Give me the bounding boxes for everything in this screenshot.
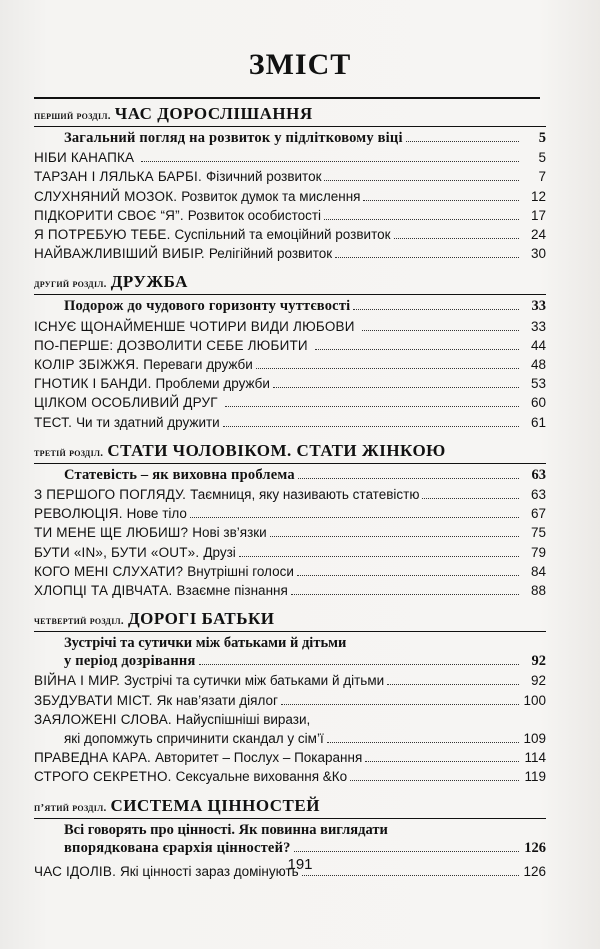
entry-subtitle: Взаємне пізнання <box>176 583 288 599</box>
dot-leader <box>365 761 519 762</box>
entry-page: 67 <box>530 506 546 522</box>
entry-page: 48 <box>530 357 546 373</box>
entry-page: 60 <box>530 395 546 411</box>
dot-leader <box>273 387 519 388</box>
entry-page: 24 <box>530 227 546 243</box>
toc-entry[interactable] <box>34 562 546 581</box>
section-label: перший розділ. <box>34 110 111 122</box>
entry-page: 33 <box>530 318 546 334</box>
entry-title: ХЛОПЦІ ТА ДІВЧАТА. <box>34 583 173 599</box>
entry-page: 84 <box>530 563 546 579</box>
section-title: СИСТЕМА ЦІННОСТЕЙ <box>110 795 320 815</box>
section-label: четвертий розділ. <box>34 615 124 628</box>
entry-page: 126 <box>524 839 546 856</box>
toc-entry[interactable] <box>34 543 546 562</box>
section-label: третій розділ. <box>34 446 104 459</box>
toc-entry[interactable] <box>34 393 546 412</box>
dot-leader <box>324 180 519 181</box>
entry-subtitle: Найуспішніші вирази, <box>175 711 311 727</box>
dot-leader <box>141 161 519 162</box>
dot-leader <box>406 141 519 142</box>
toc-entry[interactable] <box>34 748 546 767</box>
entry-title: КОЛІР ЗБІЖЖЯ. <box>34 357 140 373</box>
entry-subtitle: Релігійний розвиток <box>208 246 333 262</box>
entry-title: ЗАЯЛОЖЕНІ СЛОВА. <box>34 711 172 727</box>
entry-title: ТИ МЕНЕ ЩЕ ЛЮБИШ? <box>34 525 189 541</box>
toc-entry[interactable] <box>34 767 546 786</box>
dot-leader <box>324 219 519 220</box>
toc-intro[interactable] <box>34 652 546 671</box>
dot-leader <box>297 575 519 576</box>
entry-page: 7 <box>538 169 546 185</box>
entry-title: СТРОГО СЕКРЕТНО. <box>34 769 172 785</box>
toc-entry[interactable] <box>34 336 546 355</box>
entry-page: 114 <box>524 750 546 766</box>
section-title: СТАТИ ЧОЛОВІКОМ. СТАТИ ЖІНКОЮ <box>107 440 446 460</box>
entry-subtitle: Внутрішні голоси <box>187 563 294 579</box>
entry-title: ПРАВЕДНА КАРА. <box>34 750 151 766</box>
entry-title: ЗБУДУВАТИ МІСТ. <box>34 692 153 708</box>
dot-leader <box>223 426 519 427</box>
section-label: п’ятий розділ. <box>34 801 107 814</box>
dot-leader <box>302 875 519 876</box>
entry-page: 33 <box>531 298 546 315</box>
entry-page: 61 <box>530 414 546 430</box>
dot-leader <box>353 309 519 310</box>
toc-entry[interactable] <box>34 581 546 600</box>
toc-entry[interactable] <box>34 523 546 542</box>
section-heading <box>34 441 546 464</box>
entry-page: 30 <box>530 246 546 262</box>
entry-title: Я ПОТРЕБУЮ ТЕБЕ. <box>34 227 171 243</box>
entry-page: 63 <box>531 466 546 483</box>
entry-title: З ПЕРШОГО ПОГЛЯДУ. <box>34 487 187 503</box>
toc-entry[interactable] <box>34 225 546 244</box>
entry-page: 63 <box>530 487 546 503</box>
entry-title: ЧАС ІДОЛІВ. <box>34 863 117 879</box>
entry-title: ТЕСТ. <box>34 414 73 430</box>
entry-page: 79 <box>530 544 546 560</box>
toc-entry[interactable] <box>34 691 546 710</box>
entry-subtitle: Переваги дружби <box>143 357 253 373</box>
dot-leader <box>362 330 519 331</box>
entry-subtitle: Суспільний та емоційний розвиток <box>174 227 391 243</box>
toc-entry[interactable] <box>34 413 546 432</box>
entry-title: ВІЙНА І МИР. <box>34 673 121 689</box>
entry-subtitle: Як нав’язати діялог <box>156 692 278 708</box>
entry-page: 109 <box>523 731 546 747</box>
entry-page: 92 <box>531 653 546 670</box>
dot-leader <box>394 238 519 239</box>
entry-title: Подорож до чудового горизонту чуттєвості <box>64 298 351 315</box>
entry-page: 119 <box>524 769 546 785</box>
entry-subtitle: Які цінності зараз домінують <box>120 863 299 879</box>
dot-leader <box>422 498 519 499</box>
entry-subtitle: Фізичний розвиток <box>205 169 322 185</box>
entry-title: ЦІЛКОМ ОСОБЛИВИЙ ДРУГ <box>34 395 218 411</box>
toc-entry[interactable] <box>34 485 546 504</box>
toc-entry-continued[interactable] <box>34 729 546 748</box>
entry-subtitle: Таємниця, яку називають статевістю <box>190 487 420 503</box>
toc-entry[interactable] <box>34 710 546 729</box>
entry-title: ТАРЗАН І ЛЯЛЬКА БАРБІ. <box>34 169 202 185</box>
entry-subtitle: Авторитет – Послух – Покарання <box>155 750 363 766</box>
table-of-contents <box>34 104 546 890</box>
entry-title: НАЙВАЖЛИВІШИЙ ВИБІР. <box>34 246 205 262</box>
toc-entry[interactable] <box>34 504 546 523</box>
entry-page: 44 <box>530 337 546 353</box>
entry-title: ПО-ПЕРШЕ: ДОЗВОЛИТИ СЕБЕ ЛЮБИТИ <box>34 337 308 353</box>
dot-leader <box>327 742 519 743</box>
entry-subtitle: Зустрічі та сутички між батьками й дітьми <box>124 673 385 689</box>
dot-leader <box>315 349 519 350</box>
entry-subtitle: які допомжуть спричинити скандал у сім’ї <box>64 731 324 747</box>
toc-entry[interactable] <box>34 167 546 186</box>
section-title: ДОРОГІ БАТЬКИ <box>127 609 275 629</box>
section-heading <box>34 272 546 295</box>
entry-title: БУТИ «IN», БУТИ «OUT». <box>34 544 200 560</box>
toc-intro[interactable] <box>34 297 546 316</box>
entry-page: 88 <box>530 583 546 599</box>
entry-subtitle: Нові зв’язки <box>192 525 267 541</box>
entry-subtitle: Проблеми дружби <box>155 376 270 392</box>
dot-leader <box>363 200 519 201</box>
dot-leader <box>294 851 519 852</box>
entry-title: ПІДКОРИТИ СВОЄ “Я”. <box>34 207 184 223</box>
entry-subtitle: Чи ти здатний дружити <box>76 414 220 430</box>
page-title: ЗМІСТ <box>248 48 352 81</box>
entry-page: 100 <box>523 692 546 708</box>
toc-entry[interactable] <box>34 206 546 225</box>
dot-leader <box>239 556 519 557</box>
entry-page: 75 <box>530 525 546 541</box>
dot-leader <box>256 368 519 369</box>
entry-title: Статевість – як виховна проблема <box>64 466 295 483</box>
entry-title: ІСНУЄ ЩОНАЙМЕНШЕ ЧОТИРИ ВИДИ ЛЮБОВИ <box>34 318 355 334</box>
entry-page: 5 <box>538 130 546 146</box>
toc-entry[interactable] <box>34 317 546 336</box>
entry-page: 53 <box>530 376 546 392</box>
toc-entry[interactable] <box>34 148 546 167</box>
entry-page: 12 <box>530 188 546 204</box>
entry-subtitle: Нове тіло <box>126 506 187 522</box>
section-title: ДРУЖБА <box>110 272 188 292</box>
dot-leader <box>335 257 519 258</box>
dot-leader <box>225 406 519 407</box>
entry-subtitle: Розвиток особистості <box>187 207 322 223</box>
section-title: ЧАС ДОРОСЛІШАННЯ <box>114 104 313 123</box>
entry-subtitle: Розвиток думок та мислення <box>181 188 361 204</box>
toc-entry[interactable] <box>34 374 546 393</box>
dot-leader <box>199 664 520 665</box>
entry-page: 92 <box>530 673 546 689</box>
entry-subtitle: Сексуальне виховання &Ко <box>175 769 348 785</box>
section-label: другий розділ. <box>34 278 107 291</box>
page-number: 191 <box>287 856 313 873</box>
dot-leader <box>350 780 519 781</box>
toc-entry[interactable] <box>34 355 546 374</box>
dot-leader <box>190 517 519 518</box>
section-3 <box>34 441 546 600</box>
toc-intro[interactable] <box>34 129 546 148</box>
entry-page: 5 <box>538 150 546 166</box>
entry-subtitle: Друзі <box>203 544 236 560</box>
entry-title: ГНОТИК І БАНДИ. <box>34 376 152 392</box>
dot-leader <box>298 478 519 479</box>
title-rule <box>34 97 540 99</box>
toc-intro-line[interactable]: Зустрічі та сутички між батьками й дітьми <box>64 635 347 652</box>
toc-intro[interactable] <box>34 839 546 858</box>
section-heading <box>34 796 546 819</box>
entry-page: 126 <box>523 863 546 879</box>
entry-title: впорядкована єрархія цінностей? <box>64 839 291 856</box>
section-2 <box>34 272 546 431</box>
entry-title: СЛУХНЯНИЙ МОЗОК. <box>34 188 178 204</box>
toc-intro-line[interactable]: Всі говорять про цінності. Як повинна виглядати <box>64 821 388 838</box>
section-heading <box>34 104 546 127</box>
dot-leader <box>387 684 519 685</box>
toc-entry[interactable] <box>34 671 546 690</box>
toc-entry[interactable] <box>34 244 546 263</box>
dot-leader <box>291 594 519 595</box>
dot-leader <box>281 704 519 705</box>
entry-title: Загальний погляд на розвиток у підлітковому віці <box>64 130 403 146</box>
toc-intro[interactable] <box>34 466 546 485</box>
entry-title: у період дозрівання <box>64 653 196 670</box>
section-1 <box>34 104 546 263</box>
dot-leader <box>270 536 519 537</box>
section-heading <box>34 609 546 632</box>
entry-title: РЕВОЛЮЦІЯ. <box>34 506 123 522</box>
entry-title: КОГО МЕНІ СЛУХАТИ? <box>34 563 184 579</box>
section-4 <box>34 609 546 786</box>
toc-entry[interactable] <box>34 187 546 206</box>
entry-title: НІБИ КАНАПКА <box>34 150 135 166</box>
entry-page: 17 <box>530 207 546 223</box>
